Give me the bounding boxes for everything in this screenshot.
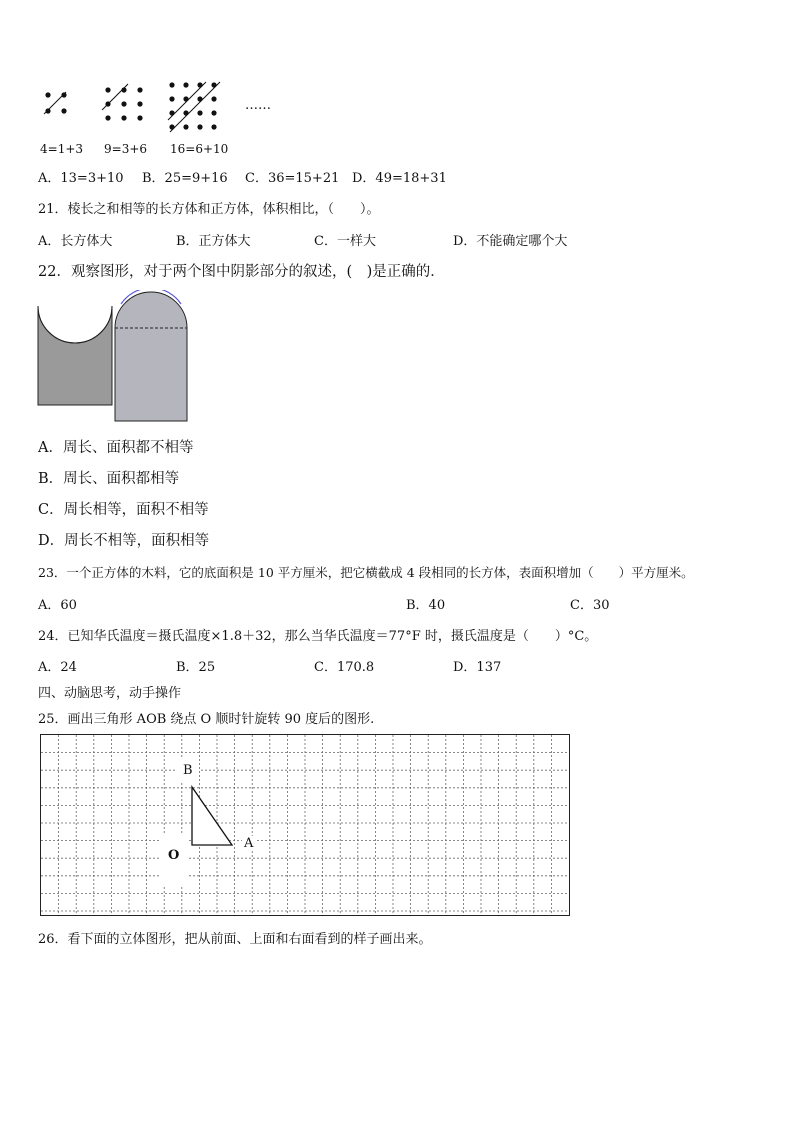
q21-option-c[interactable]: C．一样大 xyxy=(314,234,376,249)
point-b-label: B xyxy=(183,763,193,778)
q22-option-d[interactable]: D．周长不相等，面积相等 xyxy=(38,533,210,549)
q20-option-b[interactable]: B．25=9+16 xyxy=(142,171,228,186)
q22-option-a[interactable]: A．周长、面积都不相等 xyxy=(38,440,194,456)
q22-option-c[interactable]: C．周长相等，面积不相等 xyxy=(38,502,209,518)
dot-figure-9 xyxy=(102,84,143,121)
fig-label-3: 16=6+10 xyxy=(170,142,229,156)
q23-option-b[interactable]: B．40 xyxy=(406,598,446,613)
q20-option-a[interactable]: A．13=3+10 xyxy=(38,171,124,186)
q22-option-b[interactable]: B．周长、面积都相等 xyxy=(38,471,180,487)
q24-option-b[interactable]: B．25 xyxy=(176,660,216,675)
q22-shaded-figures xyxy=(36,290,196,425)
q20-option-c[interactable]: C．36=15+21 xyxy=(245,171,340,186)
q23-option-c[interactable]: C．30 xyxy=(570,598,610,613)
dot-figure-16 xyxy=(168,82,220,132)
dot-figure-4 xyxy=(44,92,67,114)
q24-option-a[interactable]: A．24 xyxy=(38,660,77,675)
q22-figure-right xyxy=(115,292,187,421)
q20-option-d[interactable]: D．49=18+31 xyxy=(352,171,447,186)
q24-text: 24．已知华氏温度＝摄氏温度×1.8＋32，那么当华氏温度＝77°F 时，摄氏温度是（ ）°C。 xyxy=(38,629,598,644)
point-o-label: O xyxy=(165,848,182,863)
q22-figure-left xyxy=(38,306,112,405)
q25-grid[interactable] xyxy=(40,734,570,916)
q26-text: 26．看下面的立体图形，把从前面、上面和右面看到的样子画出来。 xyxy=(38,932,432,947)
q25-text: 25．画出三角形 AOB 绕点 O 顺时针旋转 90 度后的图形. xyxy=(38,712,375,727)
q21-option-b[interactable]: B．正方体大 xyxy=(176,234,251,249)
dot-pattern-figures xyxy=(30,78,260,138)
q21-text: 21．棱长之和相等的长方体和正方体，体积相比，（ ）。 xyxy=(38,202,380,217)
triangle-aob xyxy=(192,787,232,845)
q24-option-d[interactable]: D．137 xyxy=(453,660,502,675)
fig-label-1: 4=1+3 xyxy=(40,142,84,156)
section-4-title: 四、动脑思考，动手操作 xyxy=(38,686,182,701)
fig-label-2: 9=3+6 xyxy=(104,142,148,156)
ellipsis: …… xyxy=(245,98,271,113)
q24-option-c[interactable]: C．170.8 xyxy=(314,660,375,675)
q21-option-d[interactable]: D．不能确定哪个大 xyxy=(453,234,568,249)
q23-option-a[interactable]: A．60 xyxy=(38,598,77,613)
point-a-label: A xyxy=(244,836,254,851)
q22-text: 22．观察图形，对于两个图中阴影部分的叙述，( )是正确的． xyxy=(38,264,445,280)
q23-text: 23．一个正方体的木料，它的底面积是 10 平方厘米，把它横截成 4 段相同的长方体，表面积增加（ ）平方厘米。 xyxy=(38,565,694,580)
q21-option-a[interactable]: A．长方体大 xyxy=(38,234,113,249)
